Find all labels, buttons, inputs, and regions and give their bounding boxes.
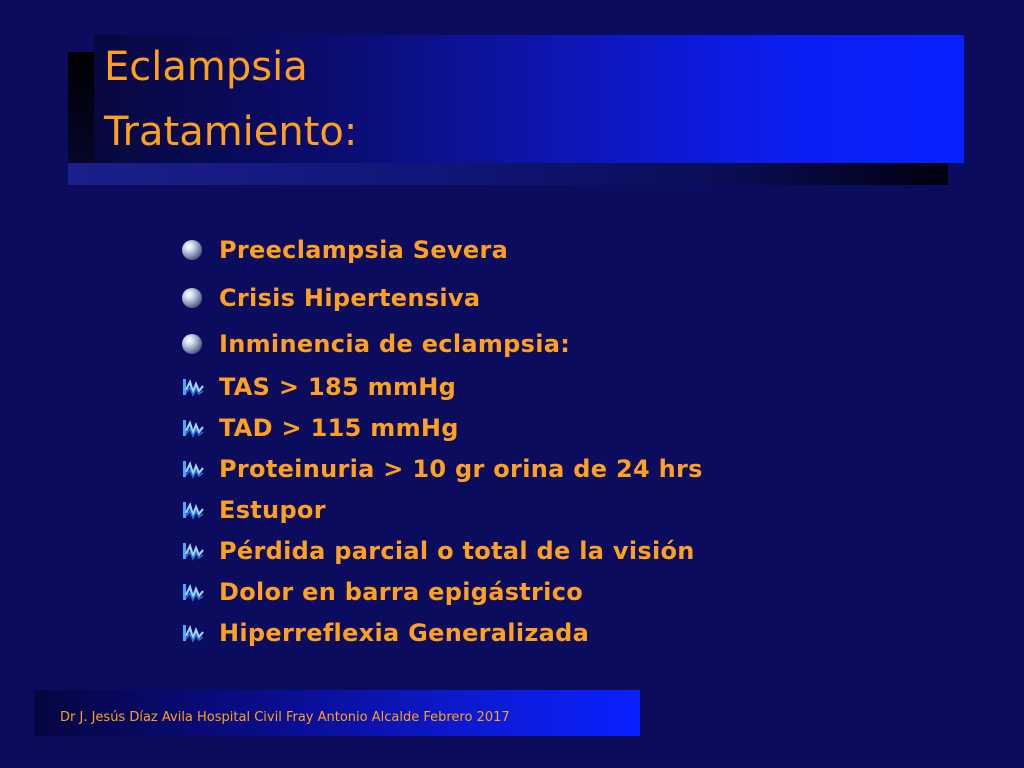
list-item (178, 273, 898, 322)
sub-list-item (178, 571, 898, 612)
wave-bullet-icon (182, 458, 204, 480)
wave-bullet-icon (182, 622, 204, 644)
sub-list-item-label: Proteinuria > 10 gr orina de 24 hrs (219, 454, 703, 483)
sub-list-item (178, 612, 898, 653)
sub-list-item-label: Pérdida parcial o total de la visión (219, 536, 695, 565)
list-item-label: Crisis Hipertensiva (219, 283, 481, 312)
sub-list-item (178, 489, 898, 530)
orb-bullet-icon (182, 288, 202, 308)
title-left-bar (68, 52, 94, 163)
sub-list-item-label: TAD > 115 mmHg (219, 413, 459, 442)
sub-list-item (178, 448, 898, 489)
sub-list-item-label: TAS > 185 mmHg (219, 372, 457, 401)
sub-list-item-label: Hiperreflexia Generalizada (219, 618, 590, 647)
list-item-label: Inminencia de eclampsia: (219, 330, 571, 358)
sub-list-item (178, 407, 898, 448)
list-item (178, 322, 898, 366)
sub-list-item (178, 530, 898, 571)
orb-bullet-icon (182, 334, 202, 354)
wave-bullet-icon (182, 376, 204, 398)
bullet-list (178, 226, 898, 653)
wave-bullet-icon (182, 540, 204, 562)
wave-bullet-icon (182, 417, 204, 439)
orb-bullet-icon (182, 240, 202, 260)
page-subtitle: Tratamiento: (104, 109, 358, 155)
list-item (178, 226, 898, 273)
sub-list-item-label: Dolor en barra epigástrico (219, 577, 584, 606)
page-title: Eclampsia (104, 44, 308, 90)
list-item-label: Preeclampsia Severa (219, 235, 509, 264)
wave-bullet-icon (182, 499, 204, 521)
sub-list-item-label: Estupor (219, 495, 326, 524)
footer-credit: Dr J. Jesús Díaz Avila Hospital Civil Fray Antonio Alcalde Febrero 2017 (60, 710, 510, 725)
wave-bullet-icon (182, 581, 204, 603)
sub-list-item (178, 366, 898, 407)
